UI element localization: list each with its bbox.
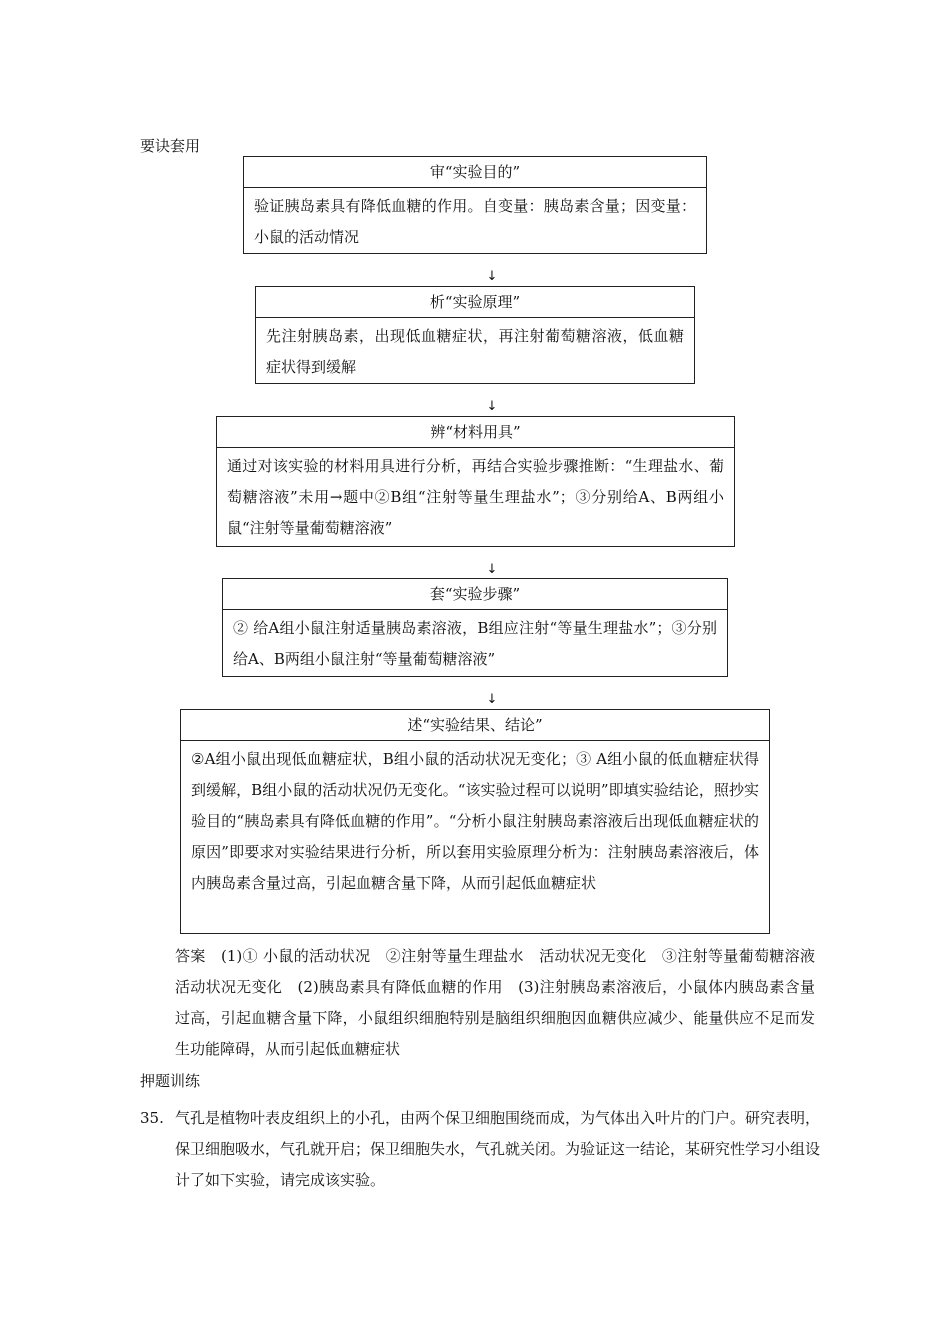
flow-box-principle bbox=[255, 286, 695, 384]
section-heading-practice: 押题训练 bbox=[140, 1072, 201, 1090]
flow-box-steps bbox=[222, 578, 728, 677]
section-heading-method: 要诀套用 bbox=[140, 137, 201, 155]
flow-box-purpose bbox=[243, 156, 707, 254]
question-text: 气孔是植物叶表皮组织上的小孔，由两个保卫细胞围绕而成，为气体出入叶片的门户。研究表明，保卫细胞吸水，气孔就开启；保卫细胞失水，气孔就关闭。为验证这一结论，某研究性学习小组设计了如下实验，请完成该实验。 bbox=[175, 1109, 821, 1189]
flow-box-body: 通过对该实验的材料用具进行分析，再结合实验步骤推断：“生理盐水、葡萄糖溶液”未用→题中②B组“注射等量生理盐水”；③分别给A、B两组小鼠“注射等量葡萄糖溶液” bbox=[227, 457, 724, 537]
flow-box-title: 析“实验原理” bbox=[256, 287, 694, 318]
answer-paragraph: 答案 (1)① 小鼠的活动状况 ②注射等量生理盐水 活动状况无变化 ③注射等量葡萄糖溶液 活动状况无变化 (2)胰岛素具有降低血糖的作用 (3)注射胰岛素溶液后，小鼠体内胰岛素含量过高，引起血糖含量下降，小鼠组织细胞特别是脑组织细胞因血糖供应减少、能量供应不足而发生功能障碍，从而引起低血糖症状 bbox=[175, 947, 831, 1058]
down-arrow-icon: ↓ bbox=[486, 562, 498, 577]
flow-box-body: ②A组小鼠出现低血糖症状，B组小鼠的活动状况无变化；③ A组小鼠的低血糖症状得到缓解，B组小鼠的活动状况仍无变化。“该实验过程可以说明”即填实验结论，照抄实验目的“胰岛素具有降低血糖的作用”。“分析小鼠注射胰岛素溶液后出现低血糖症状的原因”即要求对实验结果进行分析，所以套用实验原理分析为：注射胰岛素溶液后，体内胰岛素含量过高，引起血糖含量下降，从而引起低血糖症状 bbox=[191, 750, 759, 892]
flow-box-body: ② 给A组小鼠注射适量胰岛素溶液，B组应注射“等量生理盐水”；③分别给A、B两组小鼠注射“等量葡萄糖溶液” bbox=[233, 619, 717, 668]
down-arrow-icon: ↓ bbox=[486, 269, 498, 284]
flow-box-materials bbox=[216, 416, 735, 547]
down-arrow-icon: ↓ bbox=[486, 399, 498, 414]
flow-box-title: 审“实验目的” bbox=[244, 157, 706, 188]
flow-box-results bbox=[180, 709, 770, 934]
flow-box-title: 述“实验结果、结论” bbox=[181, 710, 769, 741]
flow-box-title: 辨“材料用具” bbox=[217, 417, 734, 448]
flow-box-body: 先注射胰岛素，出现低血糖症状，再注射葡萄糖溶液，低血糖症状得到缓解 bbox=[266, 327, 684, 376]
down-arrow-icon: ↓ bbox=[486, 692, 498, 707]
flow-box-title: 套“实验步骤” bbox=[223, 579, 727, 610]
question-number: 35. bbox=[140, 1109, 164, 1127]
flow-box-body: 验证胰岛素具有降低血糖的作用。自变量：胰岛素含量；因变量：小鼠的活动情况 bbox=[254, 197, 696, 246]
